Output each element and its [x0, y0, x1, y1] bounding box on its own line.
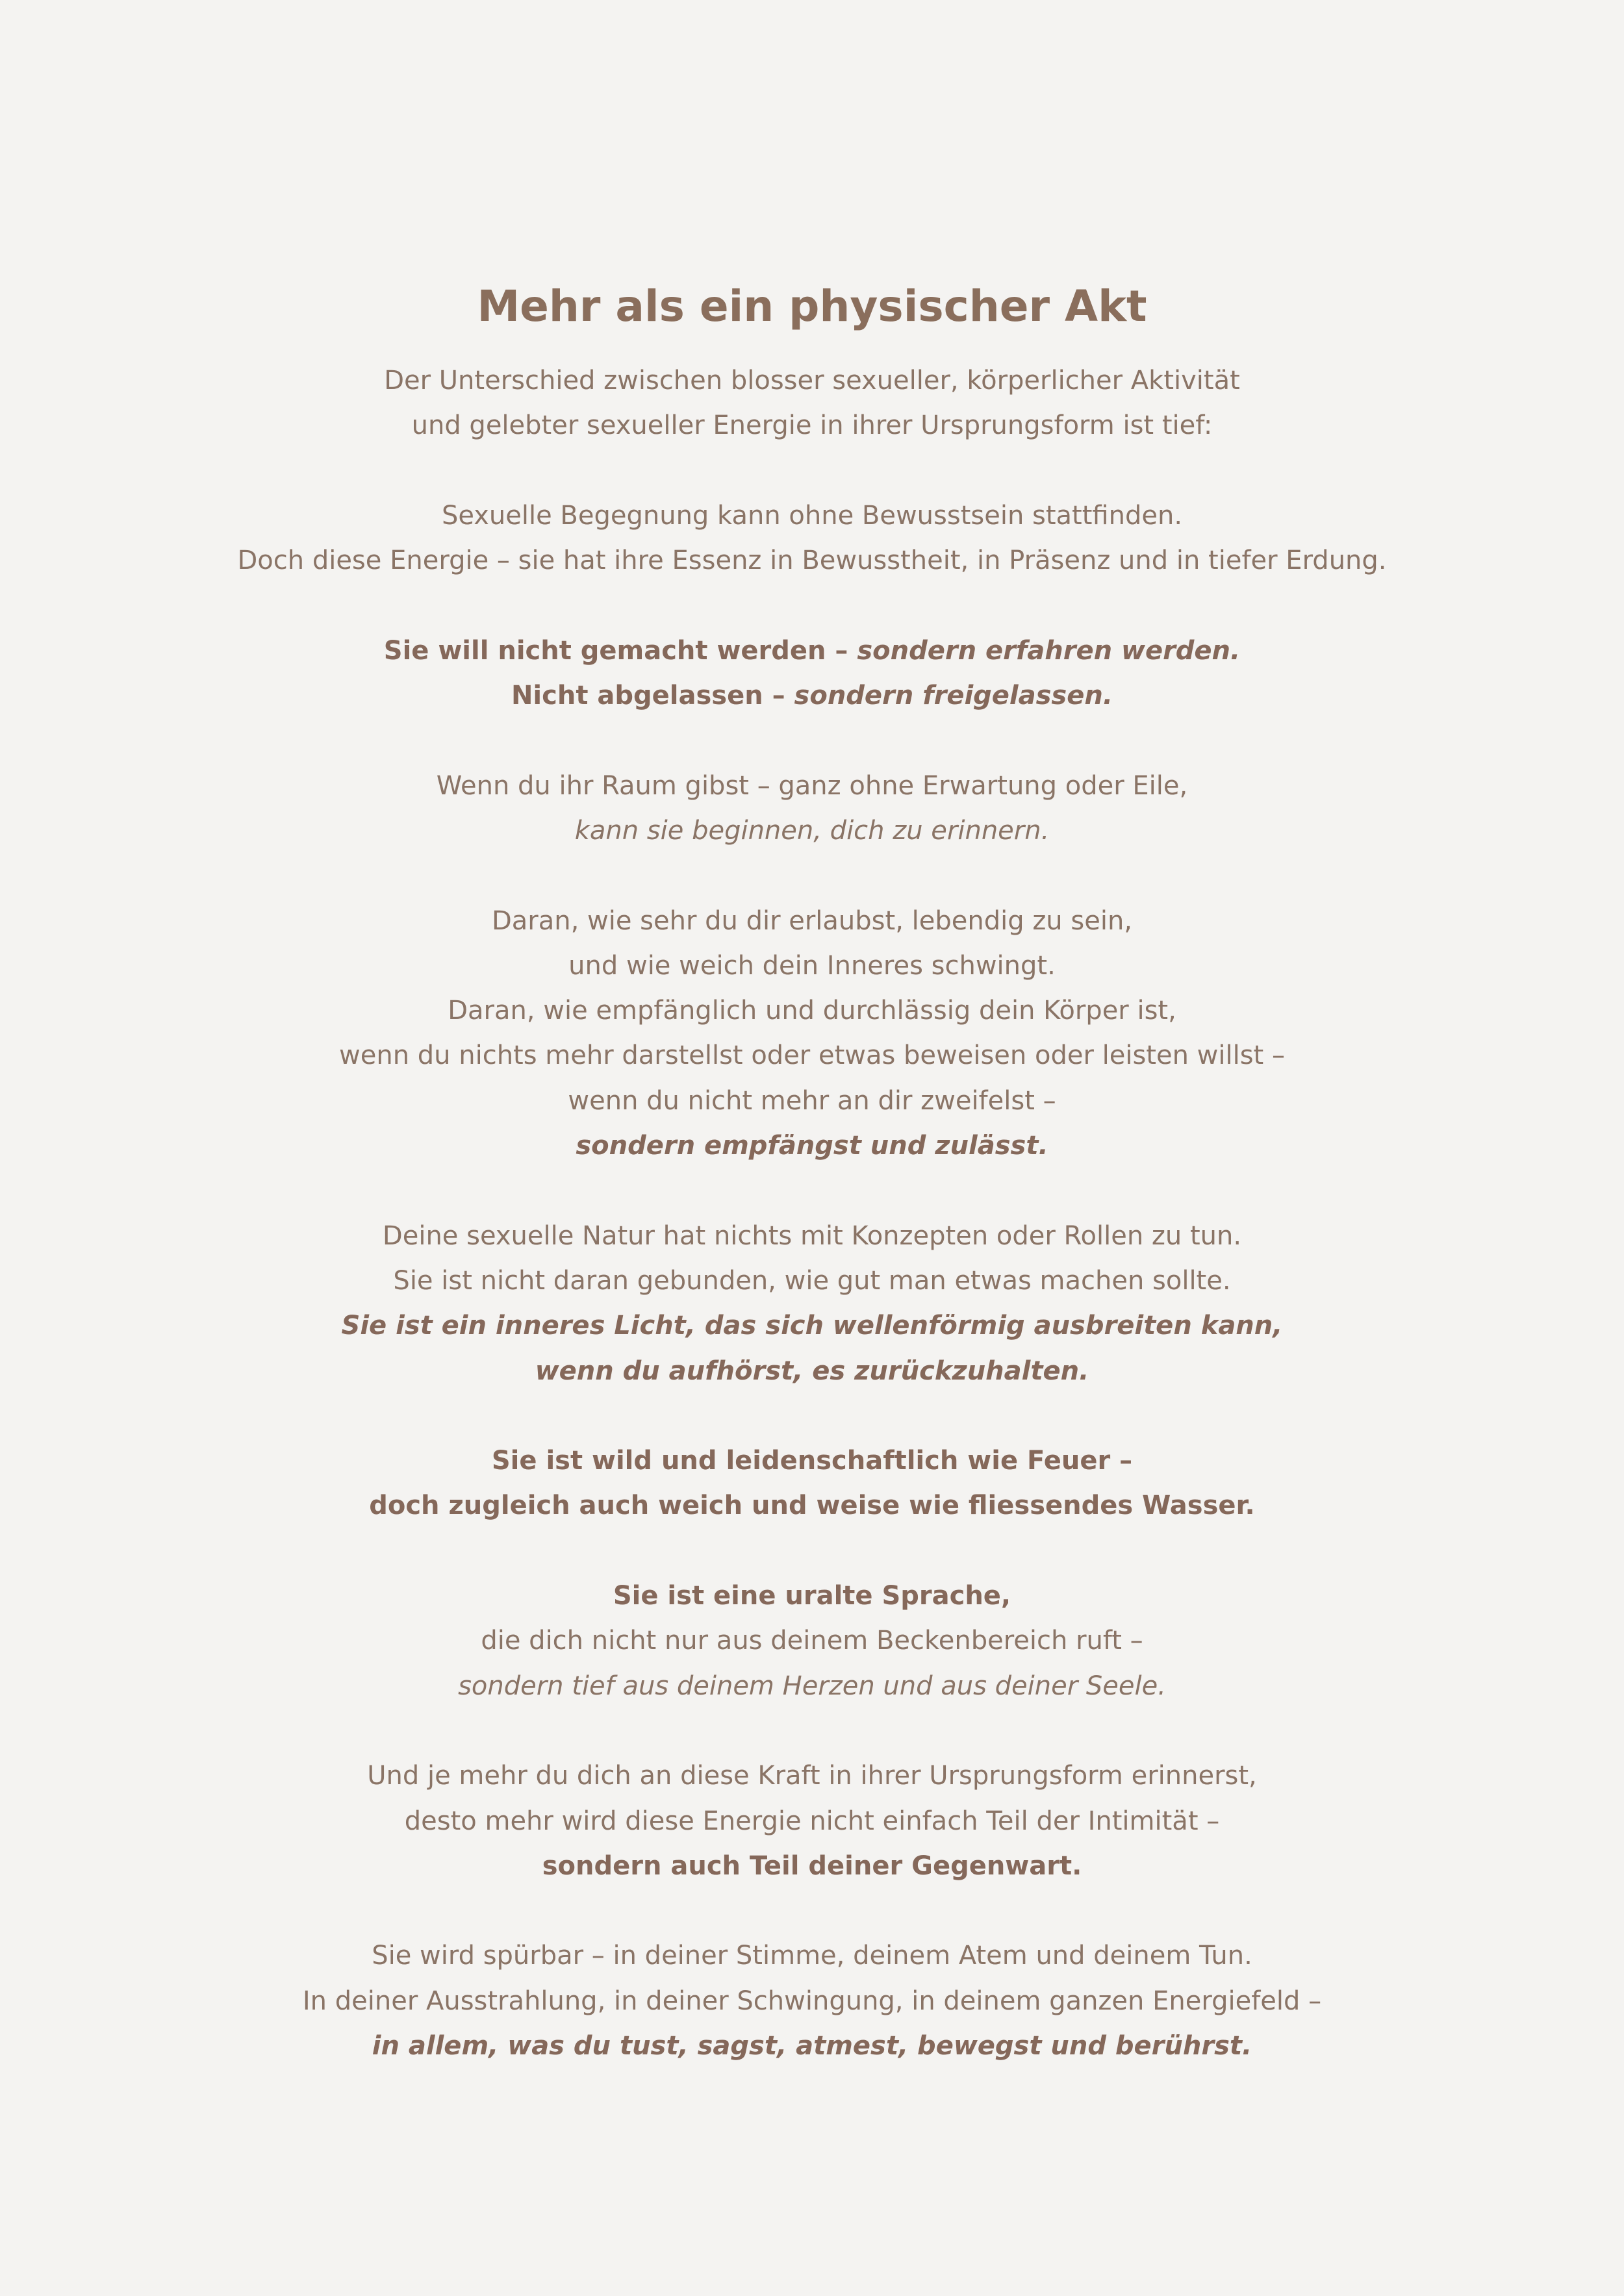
paragraph-gap	[0, 1889, 1624, 1934]
text-line	[0, 1979, 1624, 2024]
text-line	[0, 1079, 1624, 1124]
paragraph-gap	[0, 1168, 1624, 1213]
text-line	[0, 764, 1624, 809]
text-line	[0, 1619, 1624, 1663]
text-segment: sondern erfahren werden.	[857, 635, 1241, 666]
paragraph-gap	[0, 853, 1624, 898]
text-line	[0, 1259, 1624, 1304]
text-line	[0, 1483, 1624, 1528]
paragraph-gap	[0, 1394, 1624, 1439]
text-segment: Daran, wie empfänglich und durchlässig dein Körper ist,	[448, 996, 1176, 1026]
text-segment: Sie ist ein inneres Licht, das sich wellenförmig ausbreiten kann,	[341, 1311, 1283, 1341]
text-line	[0, 674, 1624, 718]
text-segment: Sie ist nicht daran gebunden, wie gut man etwas machen sollte.	[393, 1265, 1231, 1296]
text-line	[0, 1304, 1624, 1348]
text-segment: Nicht abgelassen –	[511, 681, 794, 711]
text-segment: in allem, was du tust, sagst, atmest, bewegst und berührst.	[372, 2030, 1252, 2061]
text-segment: sondern freigelassen.	[794, 681, 1113, 711]
text-segment: wenn du nicht mehr an dir zweifelst –	[568, 1085, 1056, 1116]
page-title: Mehr als ein physischer Akt	[477, 281, 1147, 331]
text-line	[0, 2024, 1624, 2069]
text-segment: die dich nicht nur aus deinem Beckenbereich ruft –	[481, 1626, 1143, 1656]
text-line	[0, 1574, 1624, 1619]
text-line	[0, 1214, 1624, 1259]
text-segment: Sie wird spürbar – in deiner Stimme, deinem Atem und deinem Tun.	[372, 1941, 1252, 1971]
paragraph-gap	[0, 1529, 1624, 1574]
text-segment: Der Unterschied zwischen blosser sexueller, körperlicher Aktivität	[384, 366, 1240, 396]
text-segment: sondern tief aus deinem Herzen und aus deiner Seele.	[458, 1671, 1166, 1701]
text-line	[0, 1934, 1624, 1978]
text-segment: kann sie beginnen, dich zu erinnern.	[574, 815, 1050, 846]
text-line	[0, 629, 1624, 674]
text-line	[0, 494, 1624, 538]
text-segment: Sie ist wild und leidenschaftlich wie Feuer –	[491, 1446, 1133, 1476]
text-segment: und gelebter sexueller Energie in ihrer Ursprungsform ist tief:	[411, 410, 1213, 441]
text-line	[0, 809, 1624, 853]
text-line	[0, 403, 1624, 448]
text-line	[0, 1124, 1624, 1168]
paragraph-gap	[0, 583, 1624, 628]
paragraph-gap	[0, 1709, 1624, 1754]
text-segment: Deine sexuelle Natur hat nichts mit Konzepten oder Rollen zu tun.	[382, 1220, 1242, 1251]
text-segment: Sie ist eine uralte Sprache,	[613, 1581, 1011, 1611]
text-segment: sondern empfängst und zulässt.	[576, 1131, 1048, 1161]
text-line	[0, 359, 1624, 403]
text-segment: Daran, wie sehr du dir erlaubst, lebendig zu sein,	[491, 905, 1133, 936]
paragraph-gap	[0, 718, 1624, 763]
text-segment: und wie weich dein Inneres schwingt.	[568, 950, 1056, 981]
text-line	[0, 1349, 1624, 1394]
body-text	[0, 359, 1624, 2069]
text-line	[0, 944, 1624, 989]
text-line	[0, 1799, 1624, 1844]
text-segment: sondern auch Teil deiner Gegenwart.	[542, 1850, 1082, 1881]
text-segment: Und je mehr du dich an diese Kraft in ihrer Ursprungsform erinnerst,	[367, 1761, 1257, 1791]
text-line	[0, 899, 1624, 944]
text-line	[0, 1664, 1624, 1709]
text-segment: wenn du aufhörst, es zurückzuhalten.	[535, 1356, 1089, 1386]
text-line	[0, 989, 1624, 1033]
text-segment: doch zugleich auch weich und weise wie fliessendes Wasser.	[369, 1491, 1255, 1521]
text-segment: Sie will nicht gemacht werden –	[383, 635, 857, 666]
text-segment: In deiner Ausstrahlung, in deiner Schwingung, in deinem ganzen Energiefeld –	[302, 1986, 1322, 2016]
text-segment: Doch diese Energie – sie hat ihre Essenz in Bewusstheit, in Präsenz und in tiefer Erdung.	[237, 546, 1387, 576]
text-line	[0, 1033, 1624, 1078]
text-line	[0, 1844, 1624, 1889]
text-line	[0, 1439, 1624, 1483]
text-line	[0, 1754, 1624, 1798]
text-segment: desto mehr wird diese Energie nicht einfach Teil der Intimität –	[404, 1806, 1220, 1836]
text-segment: wenn du nichts mehr darstellst oder etwas beweisen oder leisten willst –	[339, 1041, 1285, 1071]
text-segment: Wenn du ihr Raum gibst – ganz ohne Erwartung oder Eile,	[436, 770, 1188, 801]
text-line	[0, 538, 1624, 583]
paragraph-gap	[0, 449, 1624, 494]
text-segment: Sexuelle Begegnung kann ohne Bewusstsein stattfinden.	[441, 500, 1183, 531]
